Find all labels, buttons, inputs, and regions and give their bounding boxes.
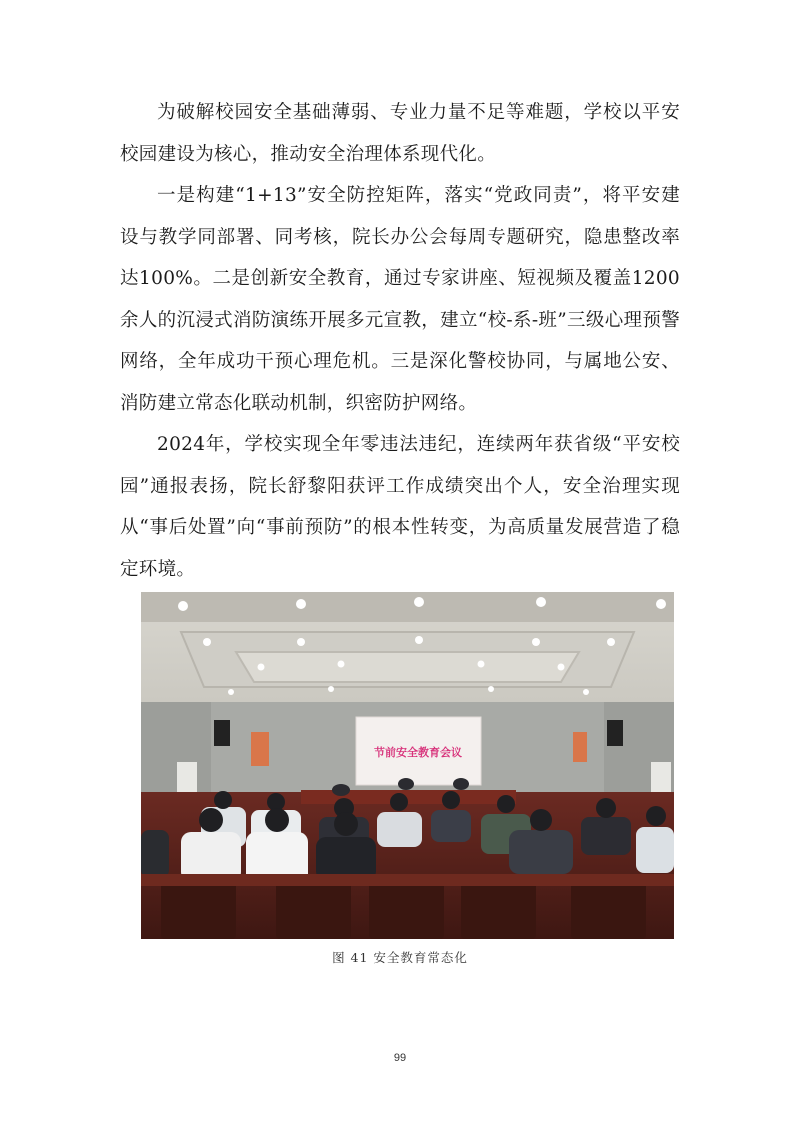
paragraph-measures: 一是构建“1+13”安全防控矩阵，落实“党政同责”，将平安建设与教学同部署、同考核，院长办公会每周专题研究，隐患整改率达100%。二是创新安全教育，通过专家讲座、短视频及覆盖1200余人的沉浸式消防演练开展多元宣教，建立“校-系-班”三级心理预警网络，全年成功干预心理危机。三是深化警校协同，与属地公安、消防建立常态化联动机制，织密防护网络。 [120, 185, 680, 414]
screen-title: 节前安全教育会议 [374, 746, 462, 759]
paragraph-intro: 为破解校园安全基础薄弱、专业力量不足等难题，学校以平安校园建设为核心，推动安全治理体系现代化。 [120, 102, 680, 165]
figure-caption: 图 41 安全教育常态化 [332, 950, 468, 965]
paragraph-results: 2024年，学校实现全年零违法违纪，连续两年获省级“平安校园”通报表扬，院长舒黎阳获评工作成绩突出个人，安全治理实现从“事后处置”向“事前预防”的根本性转变，为高质量发展营造了稳定环境。 [120, 434, 680, 580]
body-text [120, 92, 680, 590]
page-number: 99 [393, 1052, 407, 1064]
meeting-photo [141, 592, 674, 939]
